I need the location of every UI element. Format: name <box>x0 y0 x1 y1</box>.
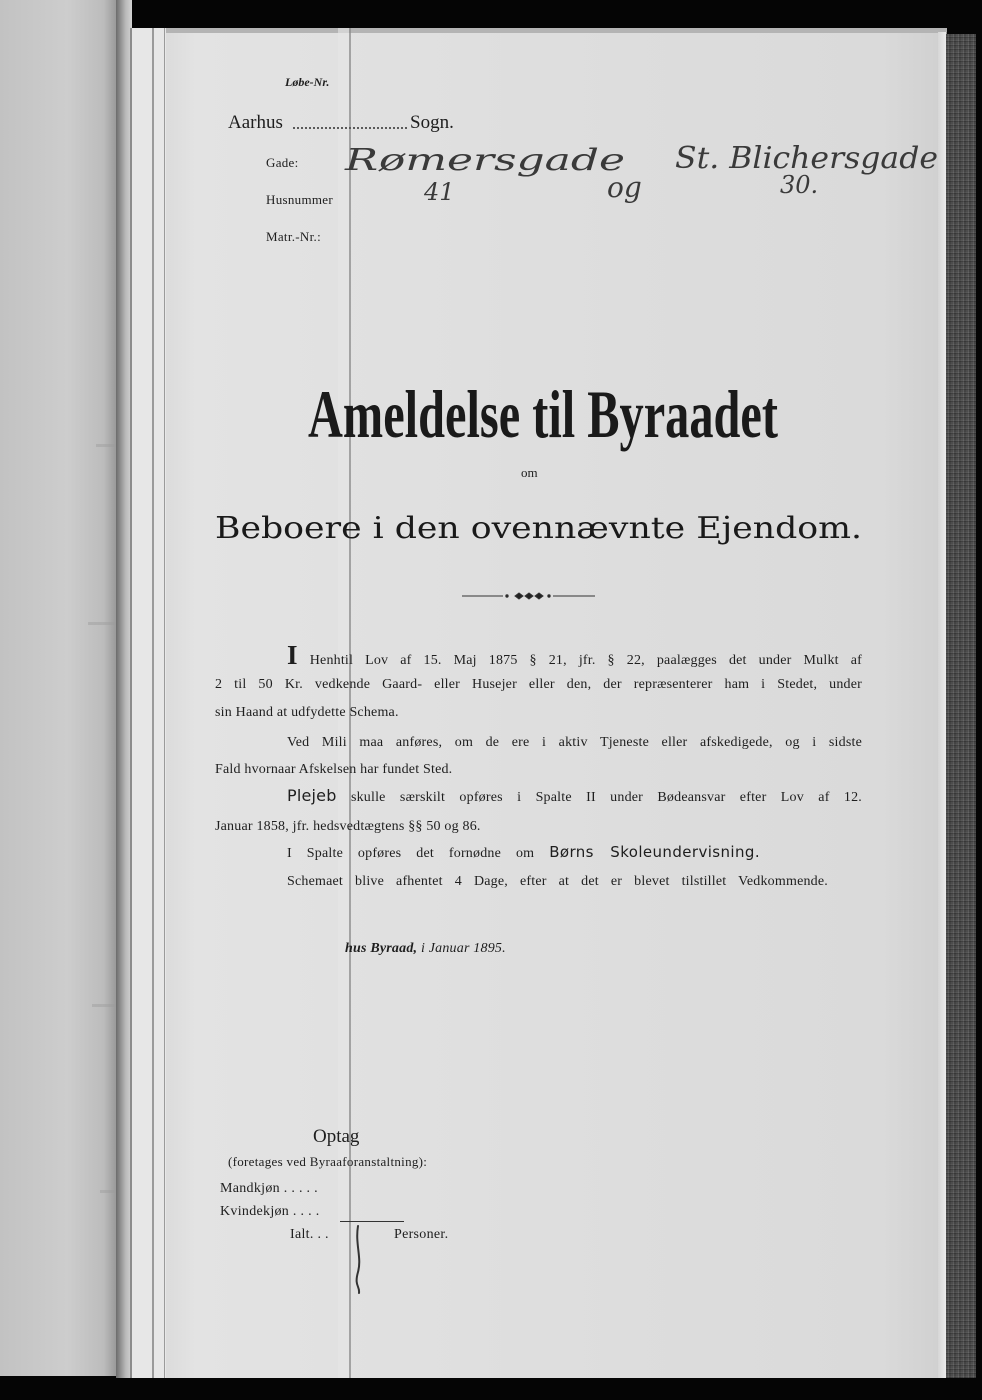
form-title: Ameldelse til Byraadet <box>308 376 779 452</box>
tally-heading: Optag <box>313 1126 360 1147</box>
body-paragraph-2-line-2: Fald hvornaar Afskelsen har fundet Sted. <box>215 762 453 777</box>
body-paragraph-1-line-1 <box>287 640 862 670</box>
cadastral-number-label: Matr.-Nr.: <box>266 229 321 244</box>
handwritten-street-2: St. Blichersgade <box>675 141 938 176</box>
issuer-name: hus Byraad, <box>345 941 418 956</box>
emphasized-text: Børns Skoleundervisning. <box>549 843 760 861</box>
street-label: Gade: <box>266 155 299 170</box>
sum-rule <box>340 1221 404 1222</box>
handwritten-number-2: 30. <box>780 171 819 199</box>
handwritten-number-1: 41 <box>424 178 455 206</box>
lobe-nr-label: Løbe-Nr. <box>285 75 330 89</box>
persons-label: Personer. <box>394 1227 449 1242</box>
body-paragraph-4 <box>287 845 760 863</box>
drop-initial: I <box>287 640 298 670</box>
total-count-label: Ialt. . . <box>290 1227 329 1242</box>
body-paragraph-3-line-2: Januar 1858, jfr. hedsvedtægtens §§ 50 og 86. <box>215 819 481 834</box>
issuer-signature-line <box>345 940 506 958</box>
form-subtitle: Beboere i den ovennævnte Ejendom. <box>215 511 862 546</box>
body-text: skulle særskilt opføres i Spalte II under Bødeansvar efter Lov af 12. <box>350 790 862 805</box>
pasted-strip-edge <box>349 28 351 1378</box>
body-paragraph-3-line-1 <box>287 786 862 807</box>
tally-note: (foretages ved Byraaforanstaltning): <box>228 1154 428 1169</box>
cloth-binding-edge <box>946 34 976 1378</box>
page-top-edge <box>130 28 947 33</box>
body-text: I Spalte opføres det fornødne om <box>287 846 535 861</box>
body-paragraph-1-line-3: sin Haand at udfydette Schema. <box>215 705 399 720</box>
male-count-label: Mandkjøn . . . . . <box>220 1181 318 1196</box>
binding-stub-line <box>152 28 154 1378</box>
binding-stub <box>130 28 166 1378</box>
binding-stub-line <box>164 28 165 1378</box>
handwritten-street-1: Rømersgade <box>343 143 625 178</box>
body-text: Henhtil Lov af 15. Maj 1875 § 21, jfr. § 22, paalægges det under Mulkt af <box>309 653 862 668</box>
dotted-leader <box>293 127 407 129</box>
body-paragraph-2-line-1: Ved Mili maa anføres, om de ere i aktiv Tjeneste eller afskedigede, og i sidste <box>287 735 862 750</box>
house-number-label: Husnummer <box>266 192 333 207</box>
pasted-strip <box>338 28 349 1378</box>
issue-date: i Januar 1895. <box>420 941 506 956</box>
title-connector: om <box>521 465 538 480</box>
body-paragraph-5: Schemaet blive afhentet 4 Dage, efter at det er blevet tilstillet Vedkommende. <box>287 874 828 889</box>
city-name: Aarhus <box>228 112 283 133</box>
handwritten-connector: og <box>607 171 642 204</box>
paragraph-lead-word: Plejeb <box>287 786 337 805</box>
body-paragraph-1-line-2: 2 til 50 Kr. vedkende Gaard- eller Husejer eller den, der repræsenterer ham i Stedet, under <box>215 677 862 692</box>
parish-label: Sogn. <box>410 112 454 133</box>
left-facing-page <box>0 0 122 1376</box>
form-page <box>130 28 947 1378</box>
female-count-label: Kvindekjøn . . . . <box>220 1204 320 1219</box>
